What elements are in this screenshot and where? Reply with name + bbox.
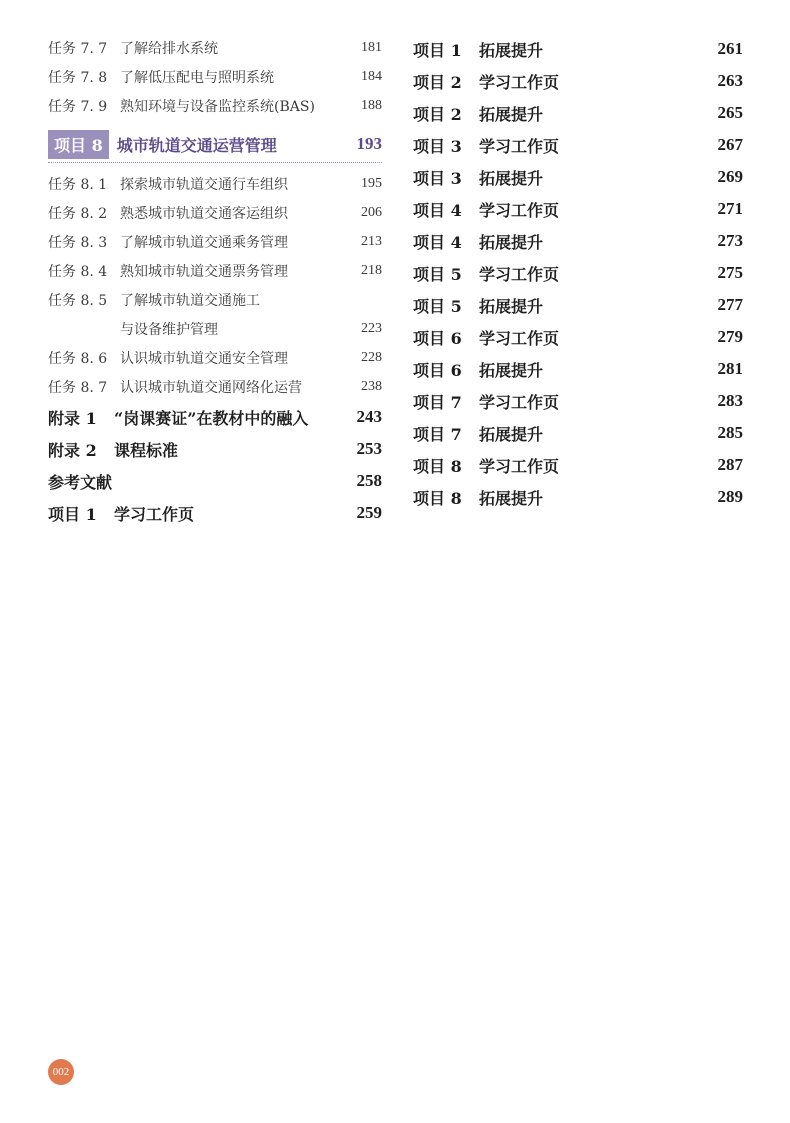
toc-entry-bold[interactable]	[48, 433, 382, 465]
entry-number: 项目 8	[413, 456, 462, 476]
toc-entry[interactable]	[48, 91, 382, 120]
entry-title: 拓展提升	[479, 296, 544, 316]
entry-page: 195	[361, 175, 382, 191]
entry-title: 学习工作页	[114, 504, 195, 524]
toc-entry-bold[interactable]	[48, 465, 382, 497]
project-badge: 项目 8	[48, 130, 109, 159]
toc-entry[interactable]	[48, 372, 382, 401]
toc-entry-bold[interactable]	[413, 353, 743, 385]
entry-title: 学习工作页	[479, 264, 560, 284]
toc-entry[interactable]	[48, 33, 382, 62]
entry-title: 探索城市轨道交通行车组织	[120, 176, 288, 193]
entry-page: 267	[717, 135, 743, 154]
entry-page: 213	[361, 233, 382, 249]
entry-page: 287	[717, 455, 743, 474]
entry-title: 熟悉城市轨道交通客运组织	[120, 205, 288, 222]
entry-page: 263	[717, 71, 743, 90]
entry-number: 附录 2	[48, 440, 97, 460]
entry-title: 拓展提升	[479, 168, 544, 188]
entry-page: 277	[717, 295, 743, 314]
dotted-divider	[48, 162, 382, 163]
toc-entry[interactable]	[48, 62, 382, 91]
entry-title: 拓展提升	[479, 488, 544, 508]
entry-page: 281	[717, 359, 743, 378]
toc-entry[interactable]	[48, 256, 382, 285]
entry-page: 228	[361, 349, 382, 365]
toc-entry-bold[interactable]	[413, 481, 743, 513]
toc-entry-bold[interactable]	[413, 321, 743, 353]
entry-number: 项目 4	[413, 232, 462, 252]
project-header[interactable]	[48, 130, 382, 158]
project-title: 城市轨道交通运营管理	[116, 135, 277, 155]
entry-number: 项目 3	[413, 168, 462, 188]
entry-number: 任务 8. 4	[48, 263, 108, 280]
entry-page: 188	[361, 97, 382, 113]
toc-entry-bold[interactable]	[413, 385, 743, 417]
entry-page: 253	[356, 439, 382, 458]
page-number-badge: 002	[48, 1059, 74, 1085]
entry-title: 拓展提升	[479, 232, 544, 252]
entry-title: 熟知环境与设备监控系统(BAS)	[120, 98, 315, 115]
toc-entry-bold[interactable]	[48, 497, 382, 529]
entry-number: 项目 6	[413, 328, 462, 348]
entry-title: 学习工作页	[479, 72, 560, 92]
entry-title: 课程标准	[114, 440, 179, 460]
toc-entry-bold[interactable]	[413, 417, 743, 449]
entry-number: 任务 8. 6	[48, 350, 108, 367]
entry-number: 项目 1	[413, 40, 462, 60]
entry-number: 项目 2	[413, 72, 462, 92]
entry-page: 271	[717, 199, 743, 218]
entry-page: 223	[361, 320, 382, 336]
toc-entry-continued[interactable]	[48, 314, 382, 343]
entry-page: 243	[356, 407, 382, 426]
toc-entry[interactable]	[48, 285, 382, 314]
entry-page: 283	[717, 391, 743, 410]
entry-number: 任务 7. 8	[48, 69, 108, 86]
entry-page: 259	[356, 503, 382, 522]
entry-number: 项目 3	[413, 136, 462, 156]
entry-number: 任务 8. 1	[48, 176, 108, 193]
toc-entry-bold[interactable]	[413, 161, 743, 193]
entry-number: 任务 7. 9	[48, 98, 108, 115]
entry-title: 学习工作页	[479, 200, 560, 220]
entry-page: 289	[717, 487, 743, 506]
entry-title: 参考文献	[48, 472, 113, 492]
entry-page: 279	[717, 327, 743, 346]
entry-page: 181	[361, 39, 382, 55]
entry-number: 任务 8. 7	[48, 379, 108, 396]
entry-page: 206	[361, 204, 382, 220]
entry-title: 了解城市轨道交通乘务管理	[120, 234, 288, 251]
toc-entry[interactable]	[48, 343, 382, 372]
entry-number: 项目 1	[48, 504, 97, 524]
toc-entry-bold[interactable]	[413, 225, 743, 257]
toc-entry-bold[interactable]	[413, 65, 743, 97]
toc-right-column	[413, 33, 743, 513]
entry-page: 261	[717, 39, 743, 58]
entry-number: 任务 8. 3	[48, 234, 108, 251]
entry-page: 273	[717, 231, 743, 250]
entry-page: 269	[717, 167, 743, 186]
entry-number: 项目 4	[413, 200, 462, 220]
entry-number: 项目 8	[413, 488, 462, 508]
entry-number: 任务 8. 5	[48, 292, 108, 309]
entry-number: 项目 5	[413, 296, 462, 316]
entry-page: 258	[356, 471, 382, 490]
toc-entry-bold[interactable]	[48, 401, 382, 433]
toc-entry-bold[interactable]	[413, 33, 743, 65]
entry-title: 了解给排水系统	[120, 40, 218, 57]
toc-entry[interactable]	[48, 227, 382, 256]
entry-title: 拓展提升	[479, 360, 544, 380]
entry-title: 熟知城市轨道交通票务管理	[120, 263, 288, 280]
entry-title: 认识城市轨道交通安全管理	[120, 350, 288, 367]
toc-entry-bold[interactable]	[413, 289, 743, 321]
entry-page: 184	[361, 68, 382, 84]
entry-title: “岗课赛证”在教材中的融入	[114, 408, 309, 428]
toc-entry[interactable]	[48, 198, 382, 227]
toc-entry-bold[interactable]	[413, 257, 743, 289]
entry-number: 任务 7. 7	[48, 40, 108, 57]
toc-entry-bold[interactable]	[413, 193, 743, 225]
entry-number: 项目 6	[413, 360, 462, 380]
entry-page: 285	[717, 423, 743, 442]
project-page: 193	[356, 134, 382, 153]
entry-title: 拓展提升	[479, 40, 544, 60]
entry-number: 任务 8. 2	[48, 205, 108, 222]
entry-number: 项目 5	[413, 264, 462, 284]
toc-entry[interactable]	[48, 169, 382, 198]
entry-page: 275	[717, 263, 743, 282]
entry-title: 拓展提升	[479, 424, 544, 444]
entry-title-continued: 与设备维护管理	[120, 321, 218, 338]
entry-number: 项目 7	[413, 392, 462, 412]
entry-number: 项目 7	[413, 424, 462, 444]
entry-title: 了解城市轨道交通施工	[120, 292, 260, 309]
entry-title: 了解低压配电与照明系统	[120, 69, 274, 86]
entry-number: 项目 2	[413, 104, 462, 124]
entry-number: 附录 1	[48, 408, 97, 428]
toc-entry-bold[interactable]	[413, 449, 743, 481]
entry-title: 学习工作页	[479, 456, 560, 476]
entry-title: 拓展提升	[479, 104, 544, 124]
entry-page: 265	[717, 103, 743, 122]
entry-title: 学习工作页	[479, 392, 560, 412]
entry-title: 学习工作页	[479, 328, 560, 348]
entry-page: 238	[361, 378, 382, 394]
toc-left-column	[48, 33, 382, 529]
entry-title: 学习工作页	[479, 136, 560, 156]
toc-entry-bold[interactable]	[413, 129, 743, 161]
entry-page: 218	[361, 262, 382, 278]
toc-entry-bold[interactable]	[413, 97, 743, 129]
entry-title: 认识城市轨道交通网络化运营	[120, 379, 302, 396]
